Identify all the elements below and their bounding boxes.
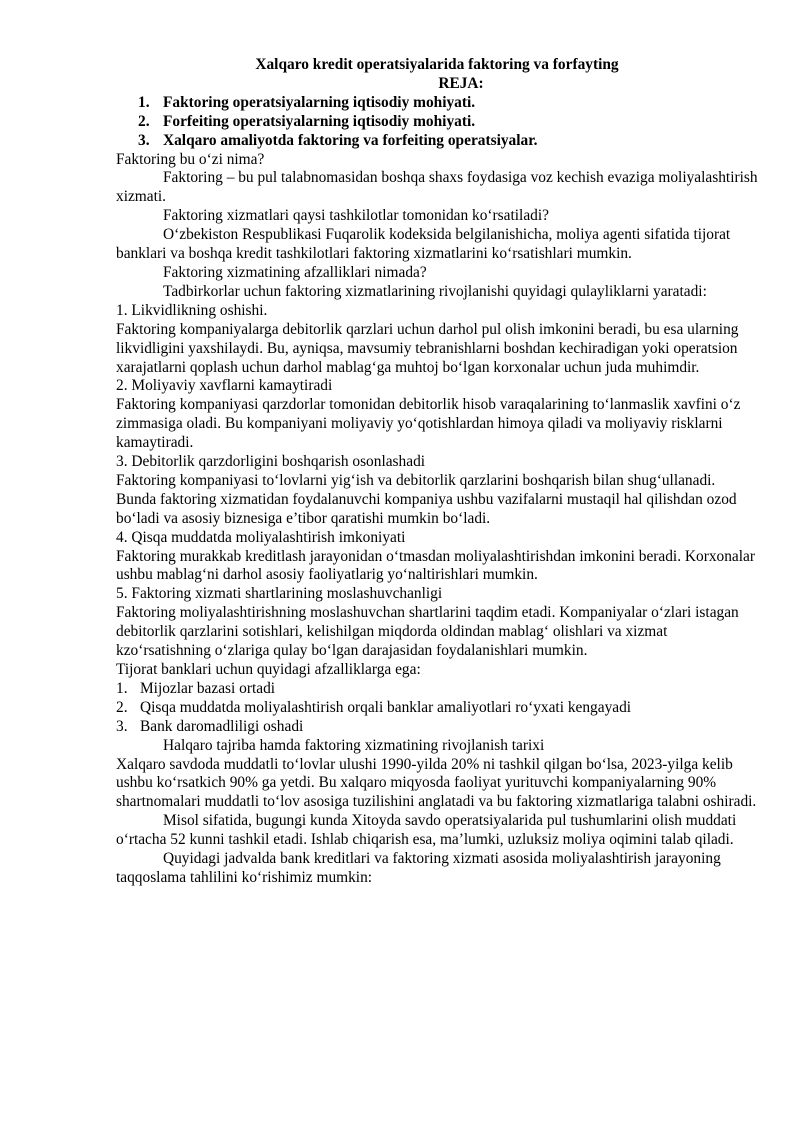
- plan-list: [116, 94, 758, 151]
- bank-benefits-list: [116, 680, 758, 737]
- advantage-heading: 2. Moliyaviy xavflarni kamaytiradi: [116, 377, 333, 395]
- plan-item: 2. Forfeiting operatsiyalarning iqtisodiy mohiyati.: [138, 112, 476, 130]
- document-title: Xalqaro kredit operatsiyalarida faktoring va forfayting: [255, 56, 619, 73]
- question-what-is-factoring: Faktoring bu o‘zi nima?: [116, 150, 265, 168]
- bank-benefits-intro: Tijorat banklari uchun quyidagi afzalliklarga ega:: [116, 661, 421, 678]
- list-item: 2. Qisqa muddatda moliyalashtirish orqali banklar amaliyotlari ro‘yxati kengayadi: [116, 698, 632, 716]
- paragraph-china-example: Misol sifatida, bugungi kunda Xitoyda savdo operatsiyalarida pul tushumlarini olish muddati o‘rtacha 52 kunni tashkil etadi. Ishlab chiqarish esa, ma’lumki, uzluksiz moliya oqimini talab qiladi.: [116, 812, 737, 849]
- advantage-heading: 5. Faktoring xizmati shartlarining moslashuvchanligi: [116, 585, 443, 603]
- section-heading-history: Halqaro tajriba hamda faktoring xizmatining rivojlanish tarixi: [163, 736, 545, 754]
- plan-item: 3. Xalqaro amaliyotda faktoring va forfeiting operatsiyalar.: [138, 131, 538, 149]
- advantage-heading: 3. Debitorlik qarzdorligini boshqarish osonlashadi: [116, 453, 426, 471]
- paragraph-advantages-intro: Tadbirkorlar uchun faktoring xizmatlarining rivojlanishi quyidagi qulayliklarni yaratadi:: [163, 282, 707, 300]
- advantage-body: Faktoring kompaniyasi qarzdorlar tomonidan debitorlik hisob varaqalarining to‘lanmaslik xavfini o‘z zimmasiga oladi. Bu kompaniyani moliyaviy yo‘qotishlardan himoya qiladi va moliyaviy risklarni kamaytiradi.: [116, 396, 741, 452]
- list-item: 1. Mijozlar bazasi ortadi: [116, 679, 276, 697]
- advantage-body: Faktoring kompaniyasi to‘lovlarni yig‘ish va debitorlik qarzlarini boshqarish bilan shug‘ullanadi. Bunda faktoring xizmatidan foydalanuvchi kompaniya ushbu vazifalarni mustaqil hal qilishdan ozod bo‘ladi va asosiy biznesiga e’tibor qaratishi mumkin bo‘ladi.: [116, 471, 737, 527]
- paragraph-table-intro: Quyidagi jadvalda bank kreditlari va faktoring xizmati asosida moliyalashtirish jarayoning taqqoslama tahlilini ko‘rishimiz mumkin:: [116, 850, 721, 886]
- advantage-body: Faktoring murakkab kreditlash jarayonidan o‘tmasdan moliyalashtirishdan imkonini beradi. Korxonalar ushbu mablag‘ni darhol asosiy faoliyatlarig yo‘naltirishlari mumkin.: [116, 547, 755, 584]
- advantage-heading: 4. Qisqa muddatda moliyalashtirish imkoniyati: [116, 528, 406, 546]
- document-body: [116, 56, 758, 888]
- plan-item: 1. Faktoring operatsiyalarning iqtisodiy mohiyati.: [138, 93, 476, 111]
- plan-heading: REJA:: [438, 74, 484, 92]
- advantage-body: Faktoring moliyalashtirishning moslashuvchan shartlarini taqdim etadi. Kompaniyalar o‘zlari istagan debitorlik qarzlarini sotishlari, kelishilgan miqdorda oldindan mablag‘ olishlari va xizmat kzo‘rsatishning o‘zlariga qulay bo‘lgan darajasidan foydalanishlari mumkin.: [116, 604, 739, 660]
- question-providers: Faktoring xizmatlari qaysi tashkilotlar tomonidan ko‘rsatiladi?: [163, 207, 549, 225]
- paragraph-history: Xalqaro savdoda muddatli to‘lovlar ulushi 1990-yilda 20% ni tashkil qilgan bo‘lsa, 2023-yilga kelib ushbu ko‘rsatkich 90% ga yetdi. Bu xalqaro miqyosda faoliyat yurituvchi kompaniyalarning 90% shartnomalari muddatli to‘lov asosiga tuzilishini anglatadi va bu faktoring xizmatlariga talabni oshiradi.: [116, 755, 757, 811]
- paragraph-definition: Faktoring – bu pul talabnomasidan boshqa shaxs foydasiga voz kechish evaziga moliyalashtirish xizmati.: [116, 169, 758, 206]
- question-advantages: Faktoring xizmatining afzalliklari nimada?: [163, 263, 427, 281]
- advantage-heading: 1. Likvidlikning oshishi.: [116, 301, 268, 319]
- list-item: 3. Bank daromadliligi oshadi: [116, 717, 304, 735]
- paragraph-law: O‘zbekiston Respublikasi Fuqarolik kodeksida belgilanishicha, moliya agenti sifatida tijorat banklari va boshqa kredit tashkilotlari faktoring xizmatlarini ko‘rsatishlari mumkin.: [116, 226, 731, 263]
- advantage-body: Faktoring kompaniyalarga debitorlik qarzlari uchun darhol pul olish imkonini beradi, bu esa ularning likvidligini yaxshilaydi. Bu, ayniqsa, mavsumiy tebranishlarni boshdan kechiradigan yoki operatsion xarajatlarni qoplash uchun darhol mablag‘ga muhtoj bo‘lgan korxonalar uchun juda muhimdir.: [116, 320, 739, 376]
